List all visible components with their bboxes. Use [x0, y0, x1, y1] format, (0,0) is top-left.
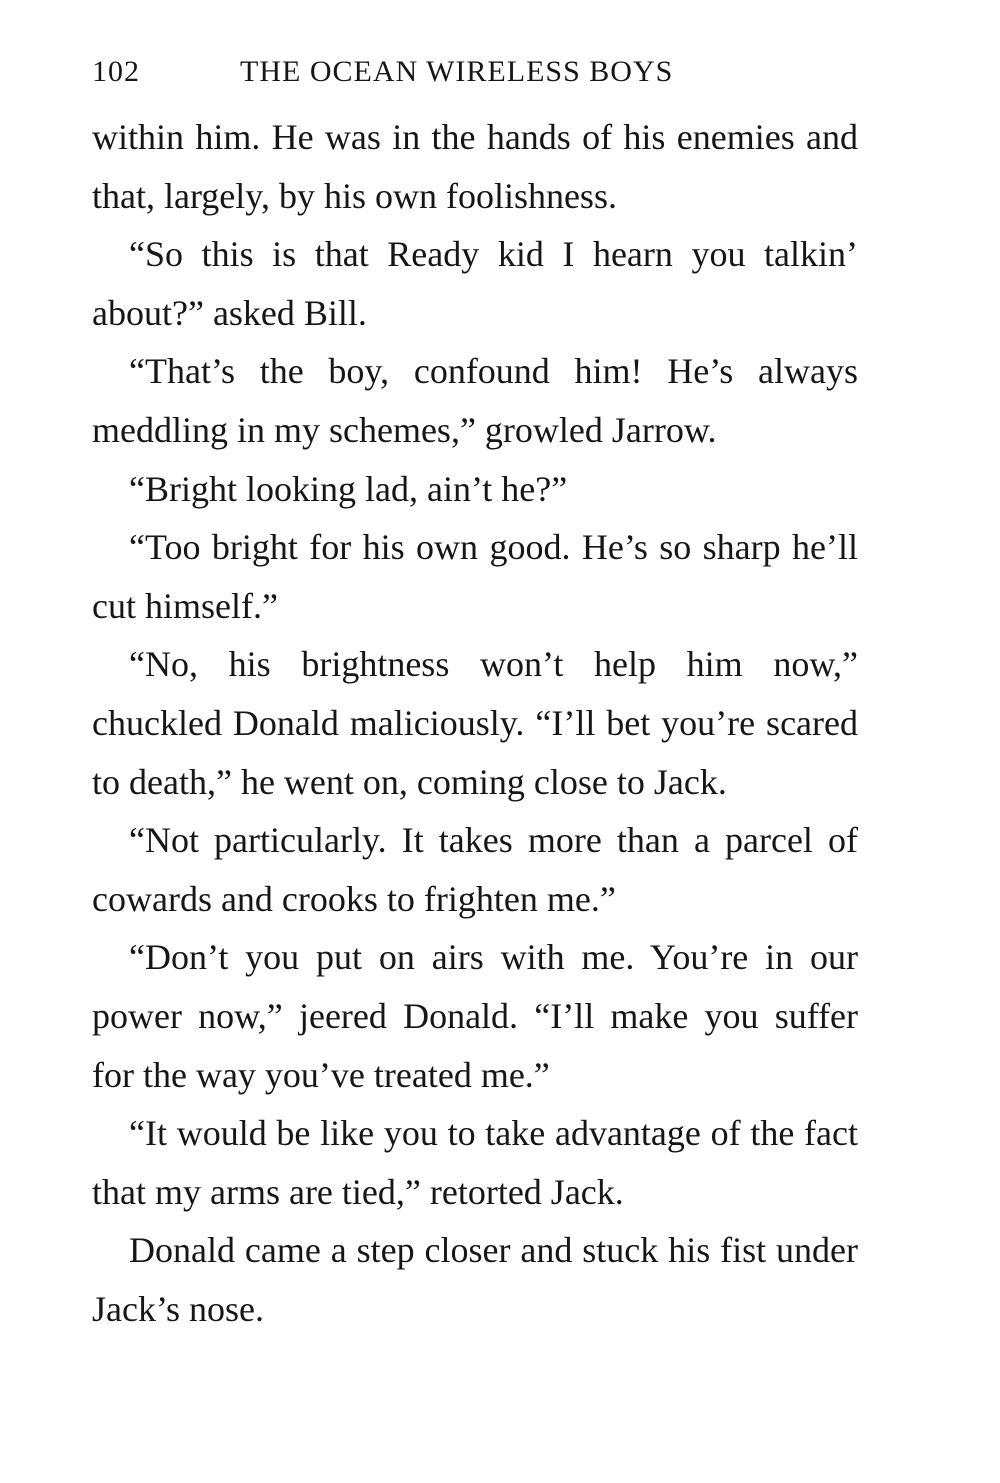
paragraph: “Bright looking lad, ain’t he?” [129, 468, 568, 509]
book-title: THE OCEAN WIRELESS BOYS [240, 55, 674, 88]
page-number: 102 [92, 55, 140, 88]
paragraph: “Too bright for his own good. He’s so sharp he’ll cut himself.” [92, 527, 858, 626]
paragraph: “That’s the boy, confound him! He’s always meddling in my schemes,” growled Jarrow. [92, 351, 858, 450]
paragraph: “No, his brightness won’t help him now,” chuckled Donald maliciously. “I’ll bet you’re scared to death,” he went on, coming close to Jack. [92, 644, 858, 802]
paragraph: Donald came a step closer and stuck his fist under Jack’s nose. [92, 1230, 858, 1329]
running-head [92, 52, 862, 92]
paragraph-continued: within him. He was in the hands of his enemies and that, largely, by his own foolishness. [92, 117, 858, 216]
paragraph: “Don’t you put on airs with me. You’re in our power now,” jeered Donald. “I’ll make you suffer for the way you’ve treated me.” [92, 937, 858, 1095]
paragraph: “So this is that Ready kid I hearn you talkin’ about?” asked Bill. [92, 234, 858, 333]
body-text [92, 108, 858, 1338]
paragraph: “It would be like you to take advantage of the fact that my arms are tied,” retorted Jack. [92, 1113, 858, 1212]
paragraph: “Not particularly. It takes more than a parcel of cowards and crooks to frighten me.” [92, 820, 858, 919]
